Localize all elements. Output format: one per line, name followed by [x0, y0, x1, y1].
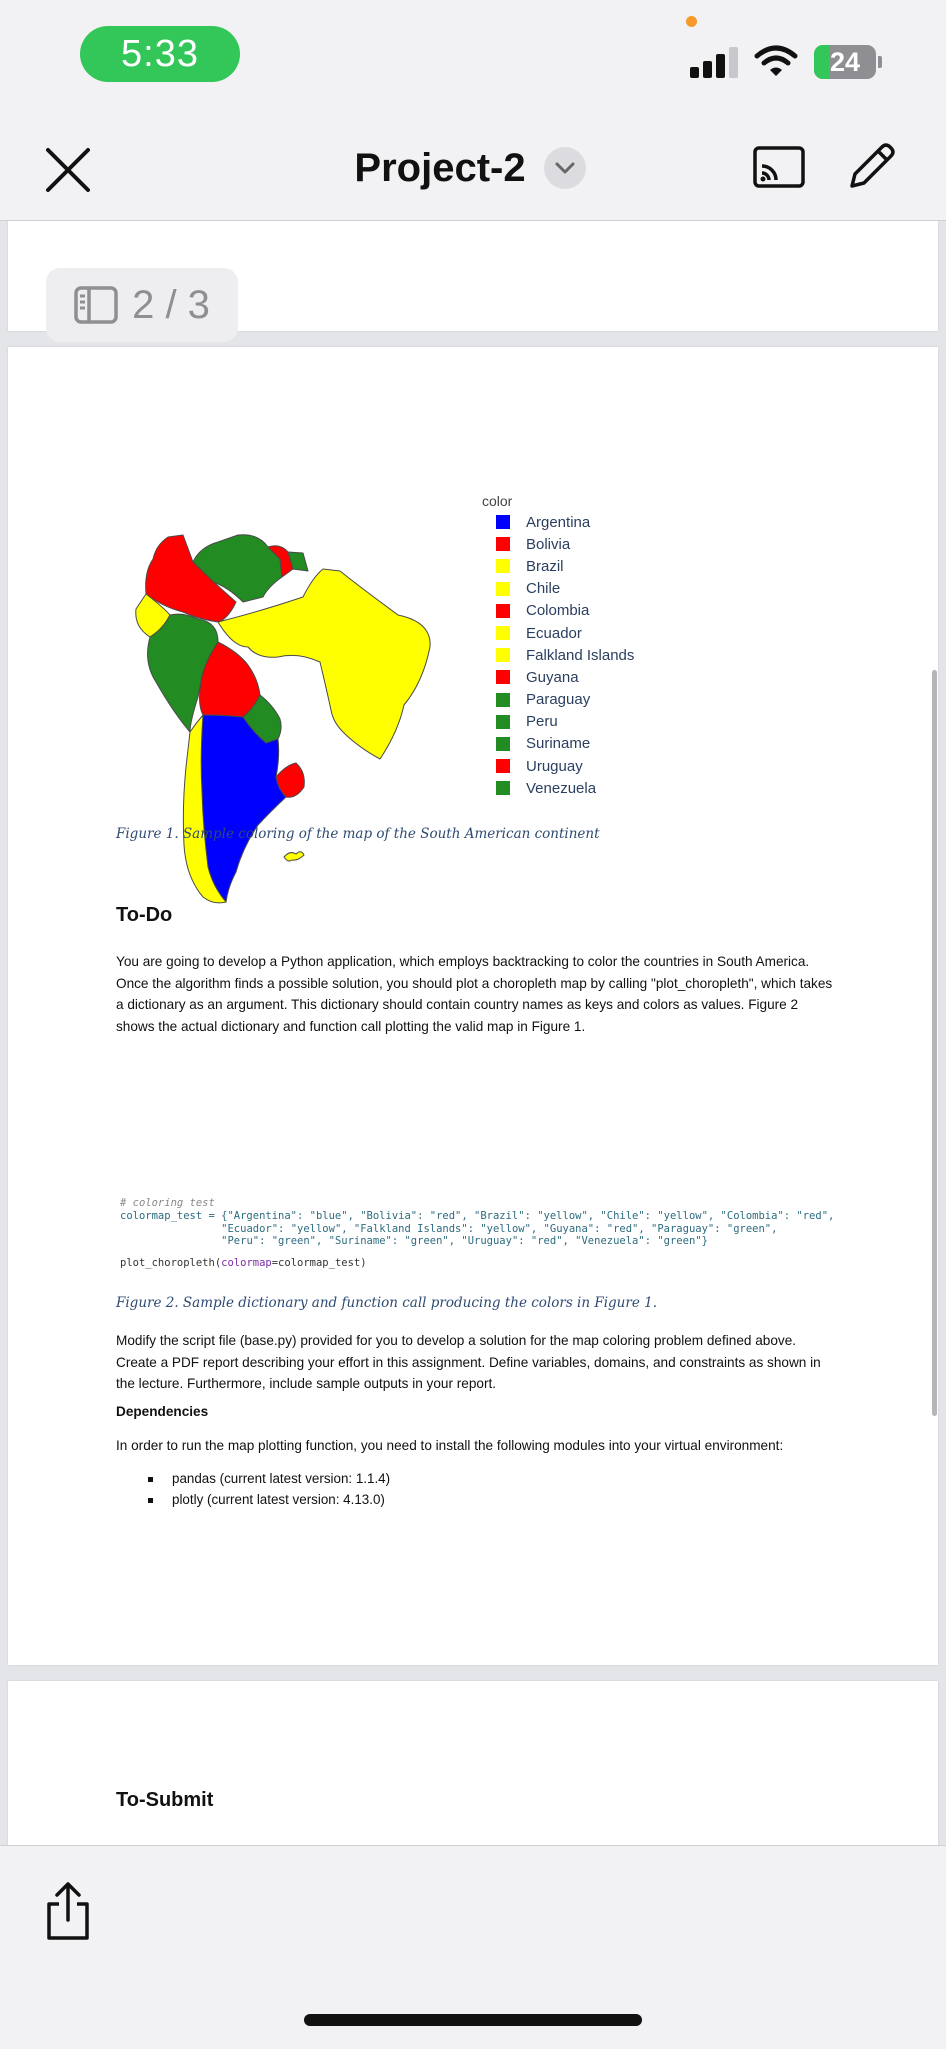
legend-swatch: [496, 559, 510, 573]
legend-label: Paraguay: [526, 691, 591, 709]
legend-swatch: [496, 693, 510, 707]
chevron-down-icon: [544, 147, 586, 189]
to-submit-heading: To-Submit: [116, 1789, 214, 1811]
code-line-2: "Ecuador": "yellow", "Falkland Islands": "yellow", "Guyana": "red", "Paraguay": "green",: [221, 1222, 778, 1235]
dependencies-list: [116, 1471, 390, 1513]
page-indicator[interactable]: [46, 268, 238, 342]
legend-swatch: [496, 737, 510, 751]
map-country-argentina: [201, 715, 286, 902]
pdf-viewer[interactable]: [0, 221, 946, 1845]
legend-title: color: [482, 493, 513, 509]
code-call: [120, 1257, 367, 1270]
legend-item[interactable]: [496, 755, 634, 777]
legend-label: Peru: [526, 713, 558, 731]
battery-percentage: 24: [829, 46, 861, 77]
legend-item[interactable]: [496, 711, 634, 733]
dependency-item: pandas (current latest version: 1.1.4): [116, 1471, 390, 1492]
legend-item[interactable]: [496, 622, 634, 644]
chart-legend: [496, 511, 634, 799]
todo-paragraph: You are going to develop a Python application, which employs backtracking to color the countries in South America. Once the algorithm finds a possible solution, you should plot a choropleth map by calling "plot_choropleth", which takes a dictionary as an argument. This dictionary should contain country names as keys and colors as values. Figure 2 shows the actual dictionary and function call plotting the valid map in Figure 1.: [116, 954, 833, 1034]
legend-swatch: [496, 537, 510, 551]
dependencies-heading: Dependencies: [116, 1404, 209, 1419]
share-button[interactable]: [40, 1880, 96, 1942]
legend-label: Venezuela: [526, 779, 597, 797]
close-button[interactable]: [40, 142, 96, 198]
legend-swatch: [496, 515, 510, 529]
legend-label: Ecuador: [526, 624, 582, 642]
battery-icon: [814, 45, 876, 79]
pdf-page-current: [8, 347, 938, 1665]
figure-1-caption: Figure 1. Sample coloring of the map of the South American continent: [116, 826, 600, 842]
sidebar-icon: [74, 286, 118, 324]
modify-paragraph: Modify the script file (base.py) provided for you to develop a solution for the map coloring problem defined above. Create a PDF report describing your effort in this assignment. Define variables, domains, and constraints as shown in the lecture. Furthermore, include sample outputs in your report.: [116, 1333, 821, 1391]
legend-swatch: [496, 781, 510, 795]
dependency-item: plotly (current latest version: 4.13.0): [116, 1492, 390, 1513]
code-call-kw: colormap: [221, 1257, 272, 1269]
legend-swatch: [496, 648, 510, 662]
legend-swatch: [496, 582, 510, 596]
legend-item[interactable]: [496, 689, 634, 711]
legend-label: Guyana: [526, 668, 579, 686]
legend-label: Argentina: [526, 513, 591, 531]
legend-item[interactable]: [496, 555, 634, 577]
figure-2-caption: Figure 2. Sample dictionary and function call producing the colors in Figure 1.: [116, 1295, 657, 1311]
cast-button[interactable]: [752, 144, 806, 192]
legend-label: Falkland Islands: [526, 646, 635, 664]
code-call-fn: plot_choropleth(: [120, 1257, 222, 1269]
code-comment: # coloring test: [120, 1197, 215, 1209]
dependencies-paragraph: In order to run the map plotting function, you need to install the following modules into your virtual environment:: [116, 1438, 784, 1453]
legend-item[interactable]: [496, 578, 634, 600]
page-indicator-text: 2 / 3: [132, 282, 210, 327]
code-line-1: colormap_test = {"Argentina": "blue", "Bolivia": "red", "Brazil": "yellow", "Chile": "yellow", "Colombia": "red",: [120, 1209, 835, 1222]
legend-swatch: [496, 759, 510, 773]
document-title-menu[interactable]: [300, 140, 640, 196]
legend-item[interactable]: [496, 511, 634, 533]
code-block: [120, 1197, 834, 1248]
pdf-page-next: [8, 1681, 938, 1845]
legend-swatch: [496, 715, 510, 729]
legend-item[interactable]: [496, 666, 634, 688]
battery-cap: [878, 56, 882, 68]
todo-heading: To-Do: [116, 904, 173, 926]
legend-item[interactable]: [496, 533, 634, 555]
cellular-signal-icon: [690, 46, 740, 78]
document-title: Project-2: [354, 145, 526, 190]
legend-label: Colombia: [526, 602, 590, 620]
wifi-icon: [754, 44, 798, 78]
legend-item[interactable]: [496, 600, 634, 622]
home-indicator[interactable]: [304, 2014, 642, 2026]
edit-pencil-button[interactable]: [842, 138, 900, 196]
legend-label: Brazil: [526, 557, 564, 575]
code-line-3: "Peru": "green", "Suriname": "green", "Uruguay": "red", "Venezuela": "green"}: [221, 1235, 708, 1248]
map-falkland-islands: [284, 852, 304, 861]
scrollbar[interactable]: [932, 670, 937, 1416]
legend-label: Bolivia: [526, 535, 571, 553]
legend-swatch: [496, 604, 510, 618]
legend-label: Uruguay: [526, 757, 583, 775]
legend-swatch: [496, 670, 510, 684]
legend-item[interactable]: [496, 777, 634, 799]
legend-item[interactable]: [496, 644, 634, 666]
legend-label: Suriname: [526, 735, 591, 753]
code-call-rest: =colormap_test): [271, 1257, 367, 1269]
legend-label: Chile: [526, 580, 561, 598]
legend-swatch: [496, 626, 510, 640]
status-time: 5:33: [80, 26, 240, 82]
legend-item[interactable]: [496, 733, 634, 755]
privacy-indicator-dot: [686, 16, 697, 27]
